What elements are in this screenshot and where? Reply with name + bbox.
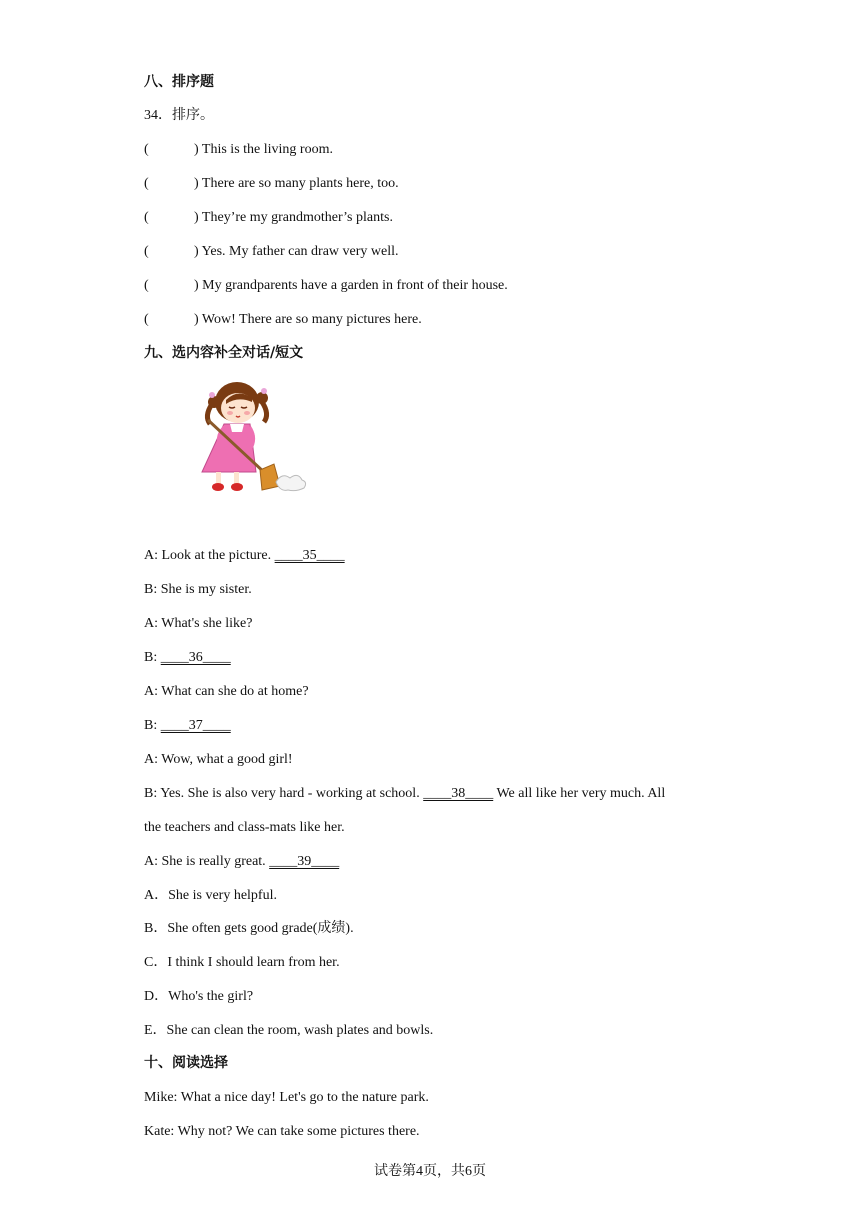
paren-close: ) — [194, 210, 199, 225]
dialog-text: A: Look at the picture. — [144, 548, 275, 563]
question-34-prompt: 34．排序。 — [144, 108, 214, 123]
paren-close: ) — [194, 176, 199, 191]
paren-open: ( — [144, 142, 149, 157]
ordering-item-text: There are so many plants here, too. — [201, 176, 399, 191]
option-b: B．She often gets good grade(成绩). — [144, 921, 354, 936]
dialog-text: A: Wow, what a good girl! — [144, 752, 293, 767]
ordering-item — [144, 277, 508, 295]
dialog-line — [144, 853, 339, 871]
blank-35: ____35____ — [274, 548, 345, 563]
dialog-text: A: She is really great. — [144, 854, 270, 869]
dialog-line — [144, 581, 252, 599]
ordering-item-text: My grandparents have a garden in front of their house. — [202, 278, 508, 293]
blank-36: ____36____ — [160, 650, 231, 665]
dialog-text: the teachers and class-mats like her. — [144, 820, 345, 835]
reading-line: Kate: Why not? We can take some pictures there. — [144, 1124, 420, 1139]
section-8-title: 八、排序题 — [144, 74, 214, 90]
section-10-title: 十、阅读选择 — [144, 1055, 228, 1071]
ordering-item-text: This is the living room. — [201, 142, 333, 157]
paren-open: ( — [144, 278, 149, 293]
option-d: D．Who's the girl? — [144, 989, 254, 1004]
dialog-text: B: Yes. She is also very hard - working at school. — [144, 786, 424, 801]
option-c: C．I think I should learn from her. — [144, 955, 340, 970]
dialog-line — [144, 615, 252, 633]
blank-38: ____38____ — [423, 786, 494, 801]
ordering-item — [144, 209, 393, 227]
dialog-line — [144, 717, 231, 735]
ordering-item — [144, 141, 333, 159]
dialog-line — [144, 683, 309, 701]
option-e: E．She can clean the room, wash plates and bowls. — [144, 1023, 434, 1038]
paren-open: ( — [144, 244, 149, 259]
dialog-line — [144, 785, 665, 803]
ordering-item-text: Yes. My father can draw very well. — [201, 244, 399, 259]
paren-open: ( — [144, 176, 149, 191]
dialog-line — [144, 547, 345, 565]
paren-open: ( — [144, 312, 149, 327]
ordering-item — [144, 311, 422, 329]
blank-37: ____37____ — [160, 718, 231, 733]
dialog-text-continued: We all like her very much. All — [493, 786, 666, 801]
ordering-item-text: They’re my grandmother’s plants. — [201, 210, 393, 225]
dialog-text: A: What's she like? — [144, 616, 253, 631]
girl-sweeping-illustration — [190, 376, 310, 500]
dialog-text: B: — [144, 650, 161, 665]
dialog-text: B: — [144, 718, 161, 733]
dialog-line — [144, 819, 345, 837]
section-9-title: 九、选内容补全对话/短文 — [144, 345, 304, 361]
dialog-line — [144, 751, 293, 769]
dialog-text: A: What can she do at home? — [144, 684, 309, 699]
paren-close: ) — [194, 244, 199, 259]
dialog-text: B: She is my sister. — [144, 582, 252, 597]
paren-open: ( — [144, 210, 149, 225]
paren-close: ) — [194, 278, 199, 293]
paren-close: ) — [194, 312, 199, 327]
ordering-item-text: Wow! There are so many pictures here. — [201, 312, 422, 327]
paren-close: ) — [194, 142, 199, 157]
option-a: A．She is very helpful. — [144, 888, 277, 903]
ordering-item — [144, 175, 399, 193]
reading-line: Mike: What a nice day! Let's go to the nature park. — [144, 1090, 429, 1105]
page-footer: 试卷第4页，共6页 — [374, 1164, 486, 1179]
blank-39: ____39____ — [269, 854, 340, 869]
ordering-item — [144, 243, 399, 261]
dialog-line — [144, 649, 231, 667]
